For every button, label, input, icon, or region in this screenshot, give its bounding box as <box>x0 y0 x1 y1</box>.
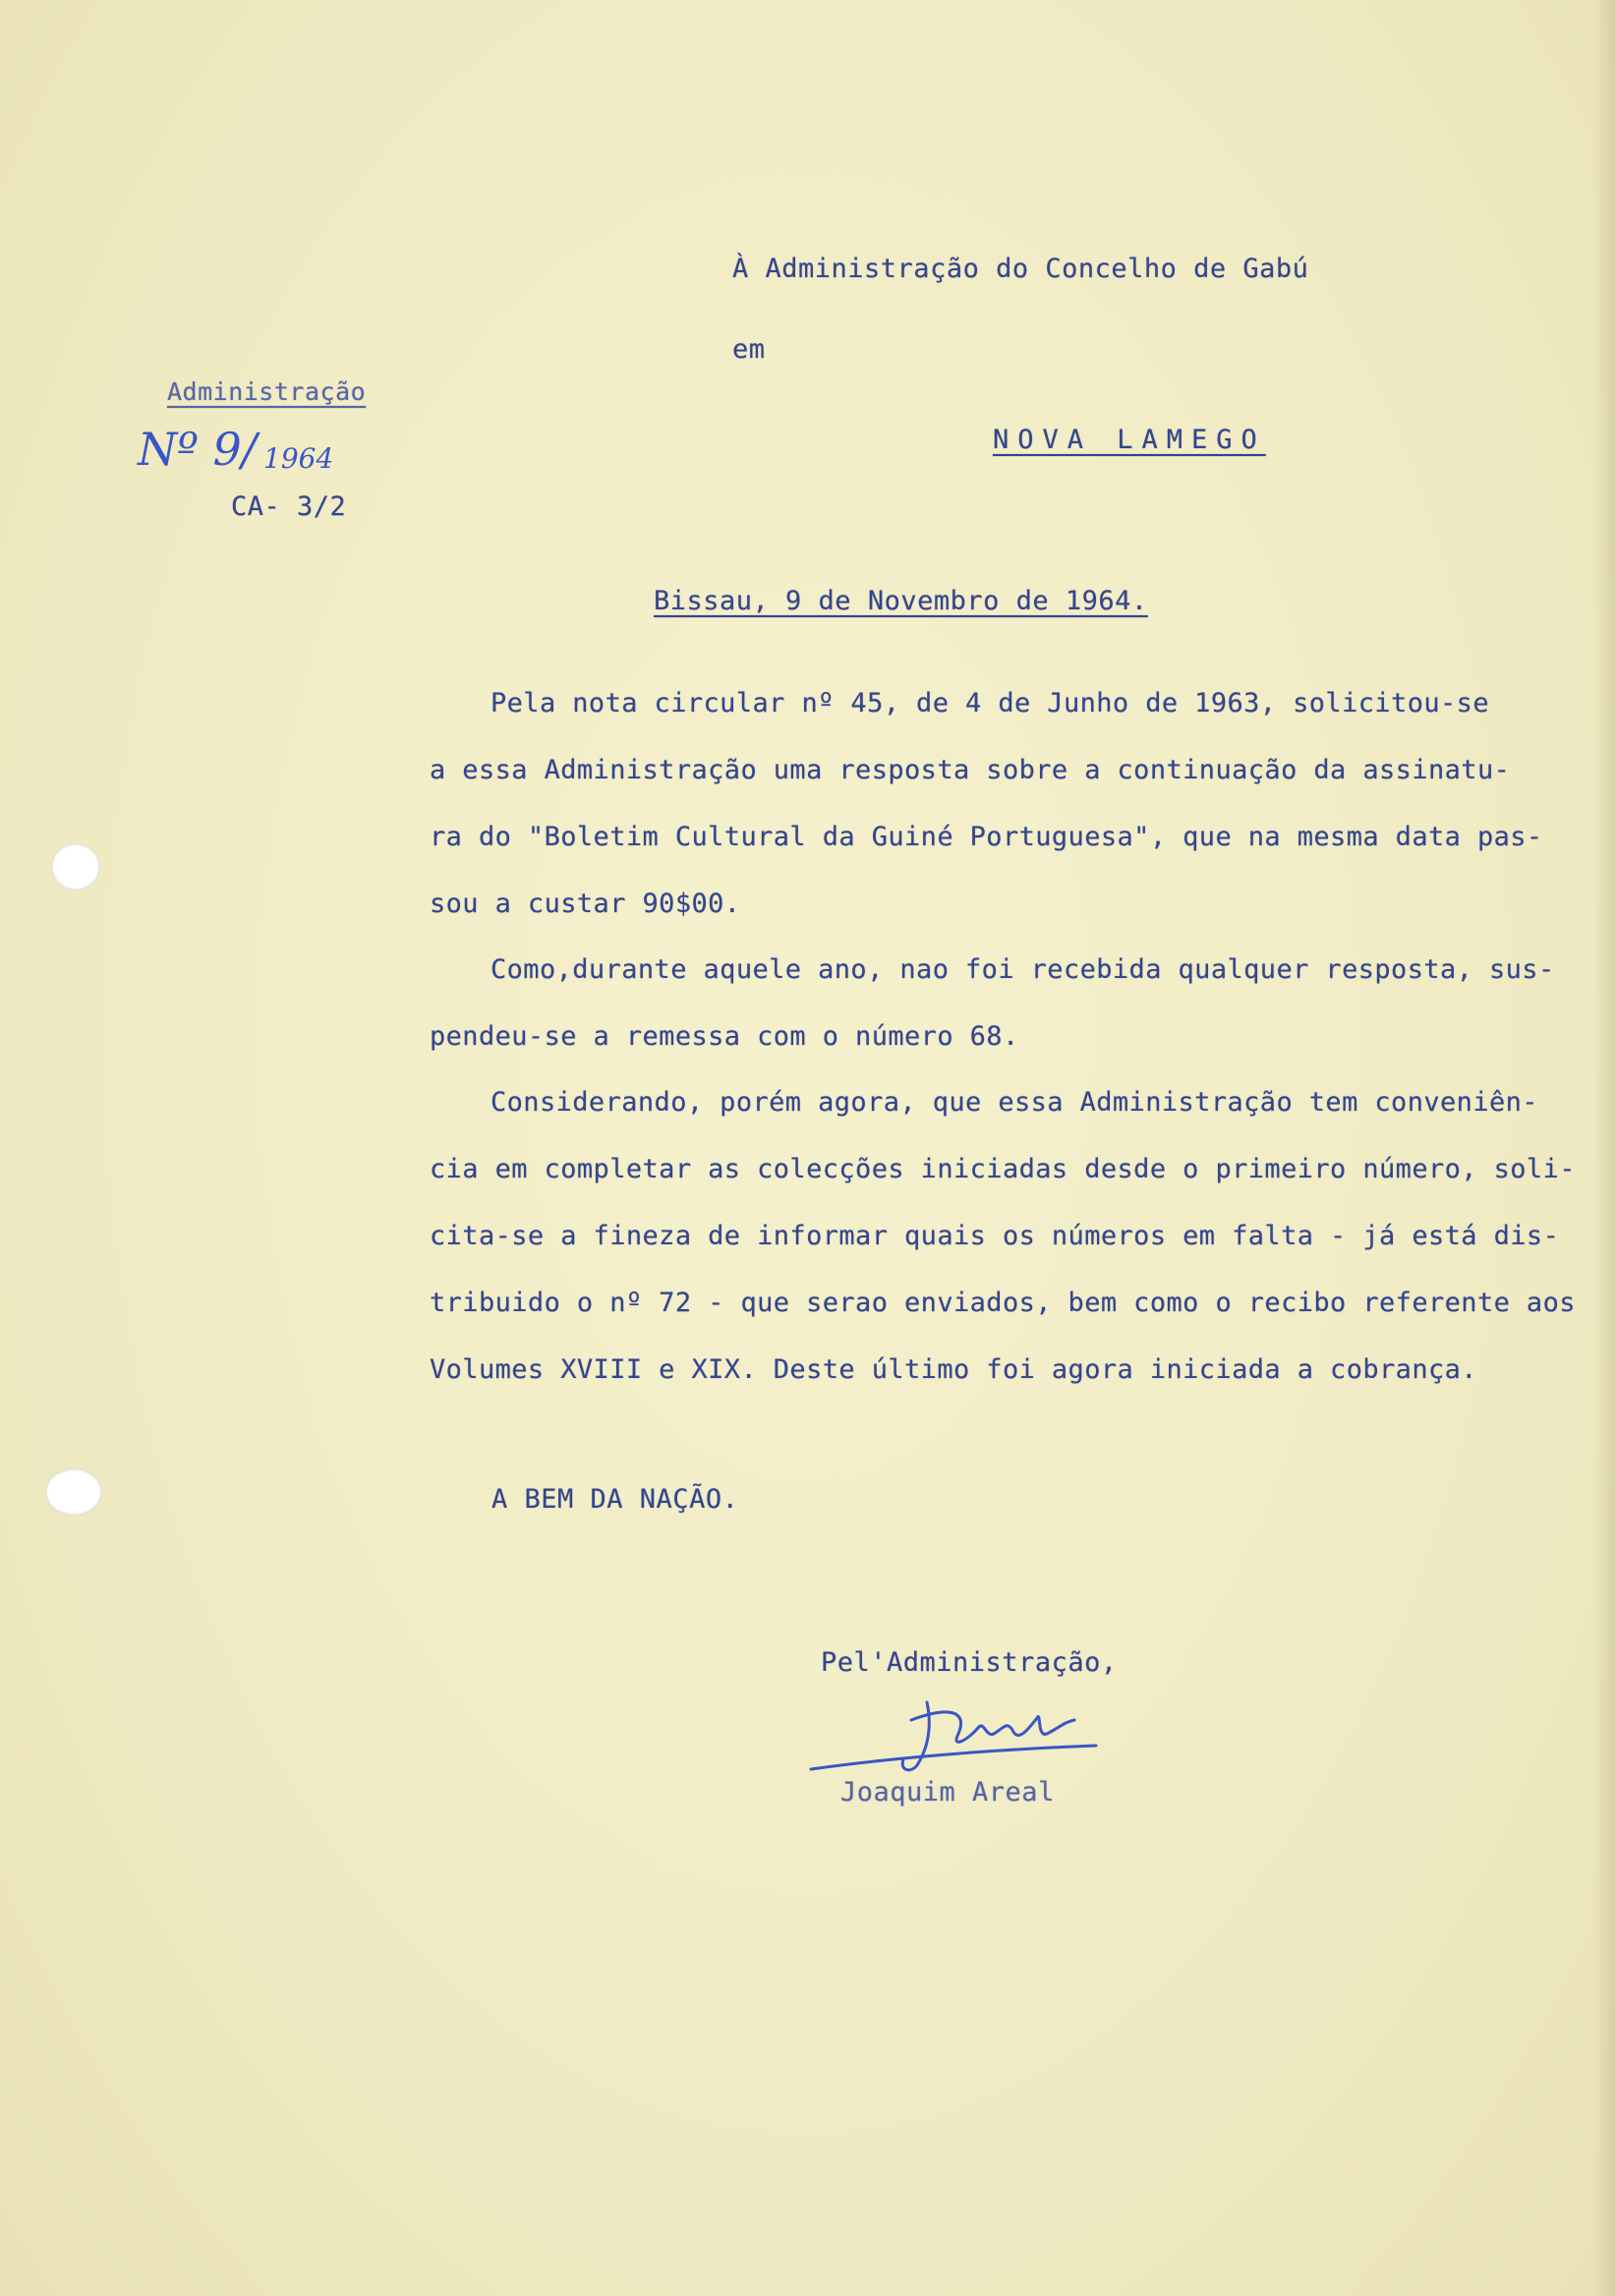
paragraph-3 <box>430 1069 1576 1404</box>
punch-hole-bottom <box>45 1468 102 1516</box>
paragraph-line: Considerando, porém agora, que essa Administração tem conveniên- <box>490 1087 1538 1118</box>
addressee-em: em <box>732 334 766 365</box>
reference-year-handwritten: 1964 <box>263 442 334 475</box>
paragraph-1 <box>430 670 1570 938</box>
reference-number-handwritten: Nº 9/ <box>138 423 258 476</box>
paragraph-line: sou a custar 90$00. <box>430 889 741 919</box>
paragraph-line: cita-se a fineza de informar quais os números em falta - já está dis- <box>430 1221 1560 1251</box>
addressee-city: NOVA LAMEGO <box>993 425 1266 455</box>
paragraph-line: ra do "Boletim Cultural da Guiné Portuguesa", que na mesma data pas- <box>430 822 1543 852</box>
reference-department: Administração <box>167 377 367 406</box>
date-line: Bissau, 9 de Novembro de 1964. <box>654 586 1148 616</box>
paragraph-line: tribuido o nº 72 - que serao enviados, bem como o recibo referente aos <box>430 1288 1576 1318</box>
paragraph-line: cia em completar as colecções iniciadas desde o primeiro número, soli- <box>430 1154 1576 1184</box>
punch-hole-top <box>51 843 100 890</box>
paragraph-line: pendeu-se a remessa com o número 68. <box>430 1021 1019 1052</box>
paragraph-line: Como,durante aquele ano, nao foi recebida qualquer resposta, sus- <box>490 954 1555 985</box>
signer-name: Joaquim Areal <box>840 1777 1055 1808</box>
signoff: Pel'Administração, <box>821 1647 1118 1678</box>
paragraph-line: Volumes XVIII e XIX. Deste último foi agora iniciada a cobrança. <box>430 1354 1477 1385</box>
paragraph-line: a essa Administração uma resposta sobre a continuação da assinatu- <box>430 755 1511 785</box>
page-edge-shadow <box>1593 0 1615 2296</box>
closing-formula: A BEM DA NAÇÃO. <box>491 1484 739 1515</box>
paragraph-2 <box>430 937 1570 1070</box>
handwritten-signature <box>801 1681 1106 1789</box>
reference-code: CA- 3/2 <box>231 491 347 522</box>
paragraph-line: Pela nota circular nº 45, de 4 de Junho de 1963, solicitou-se <box>490 688 1489 718</box>
addressee-line: À Administração do Concelho de Gabú <box>732 254 1309 284</box>
